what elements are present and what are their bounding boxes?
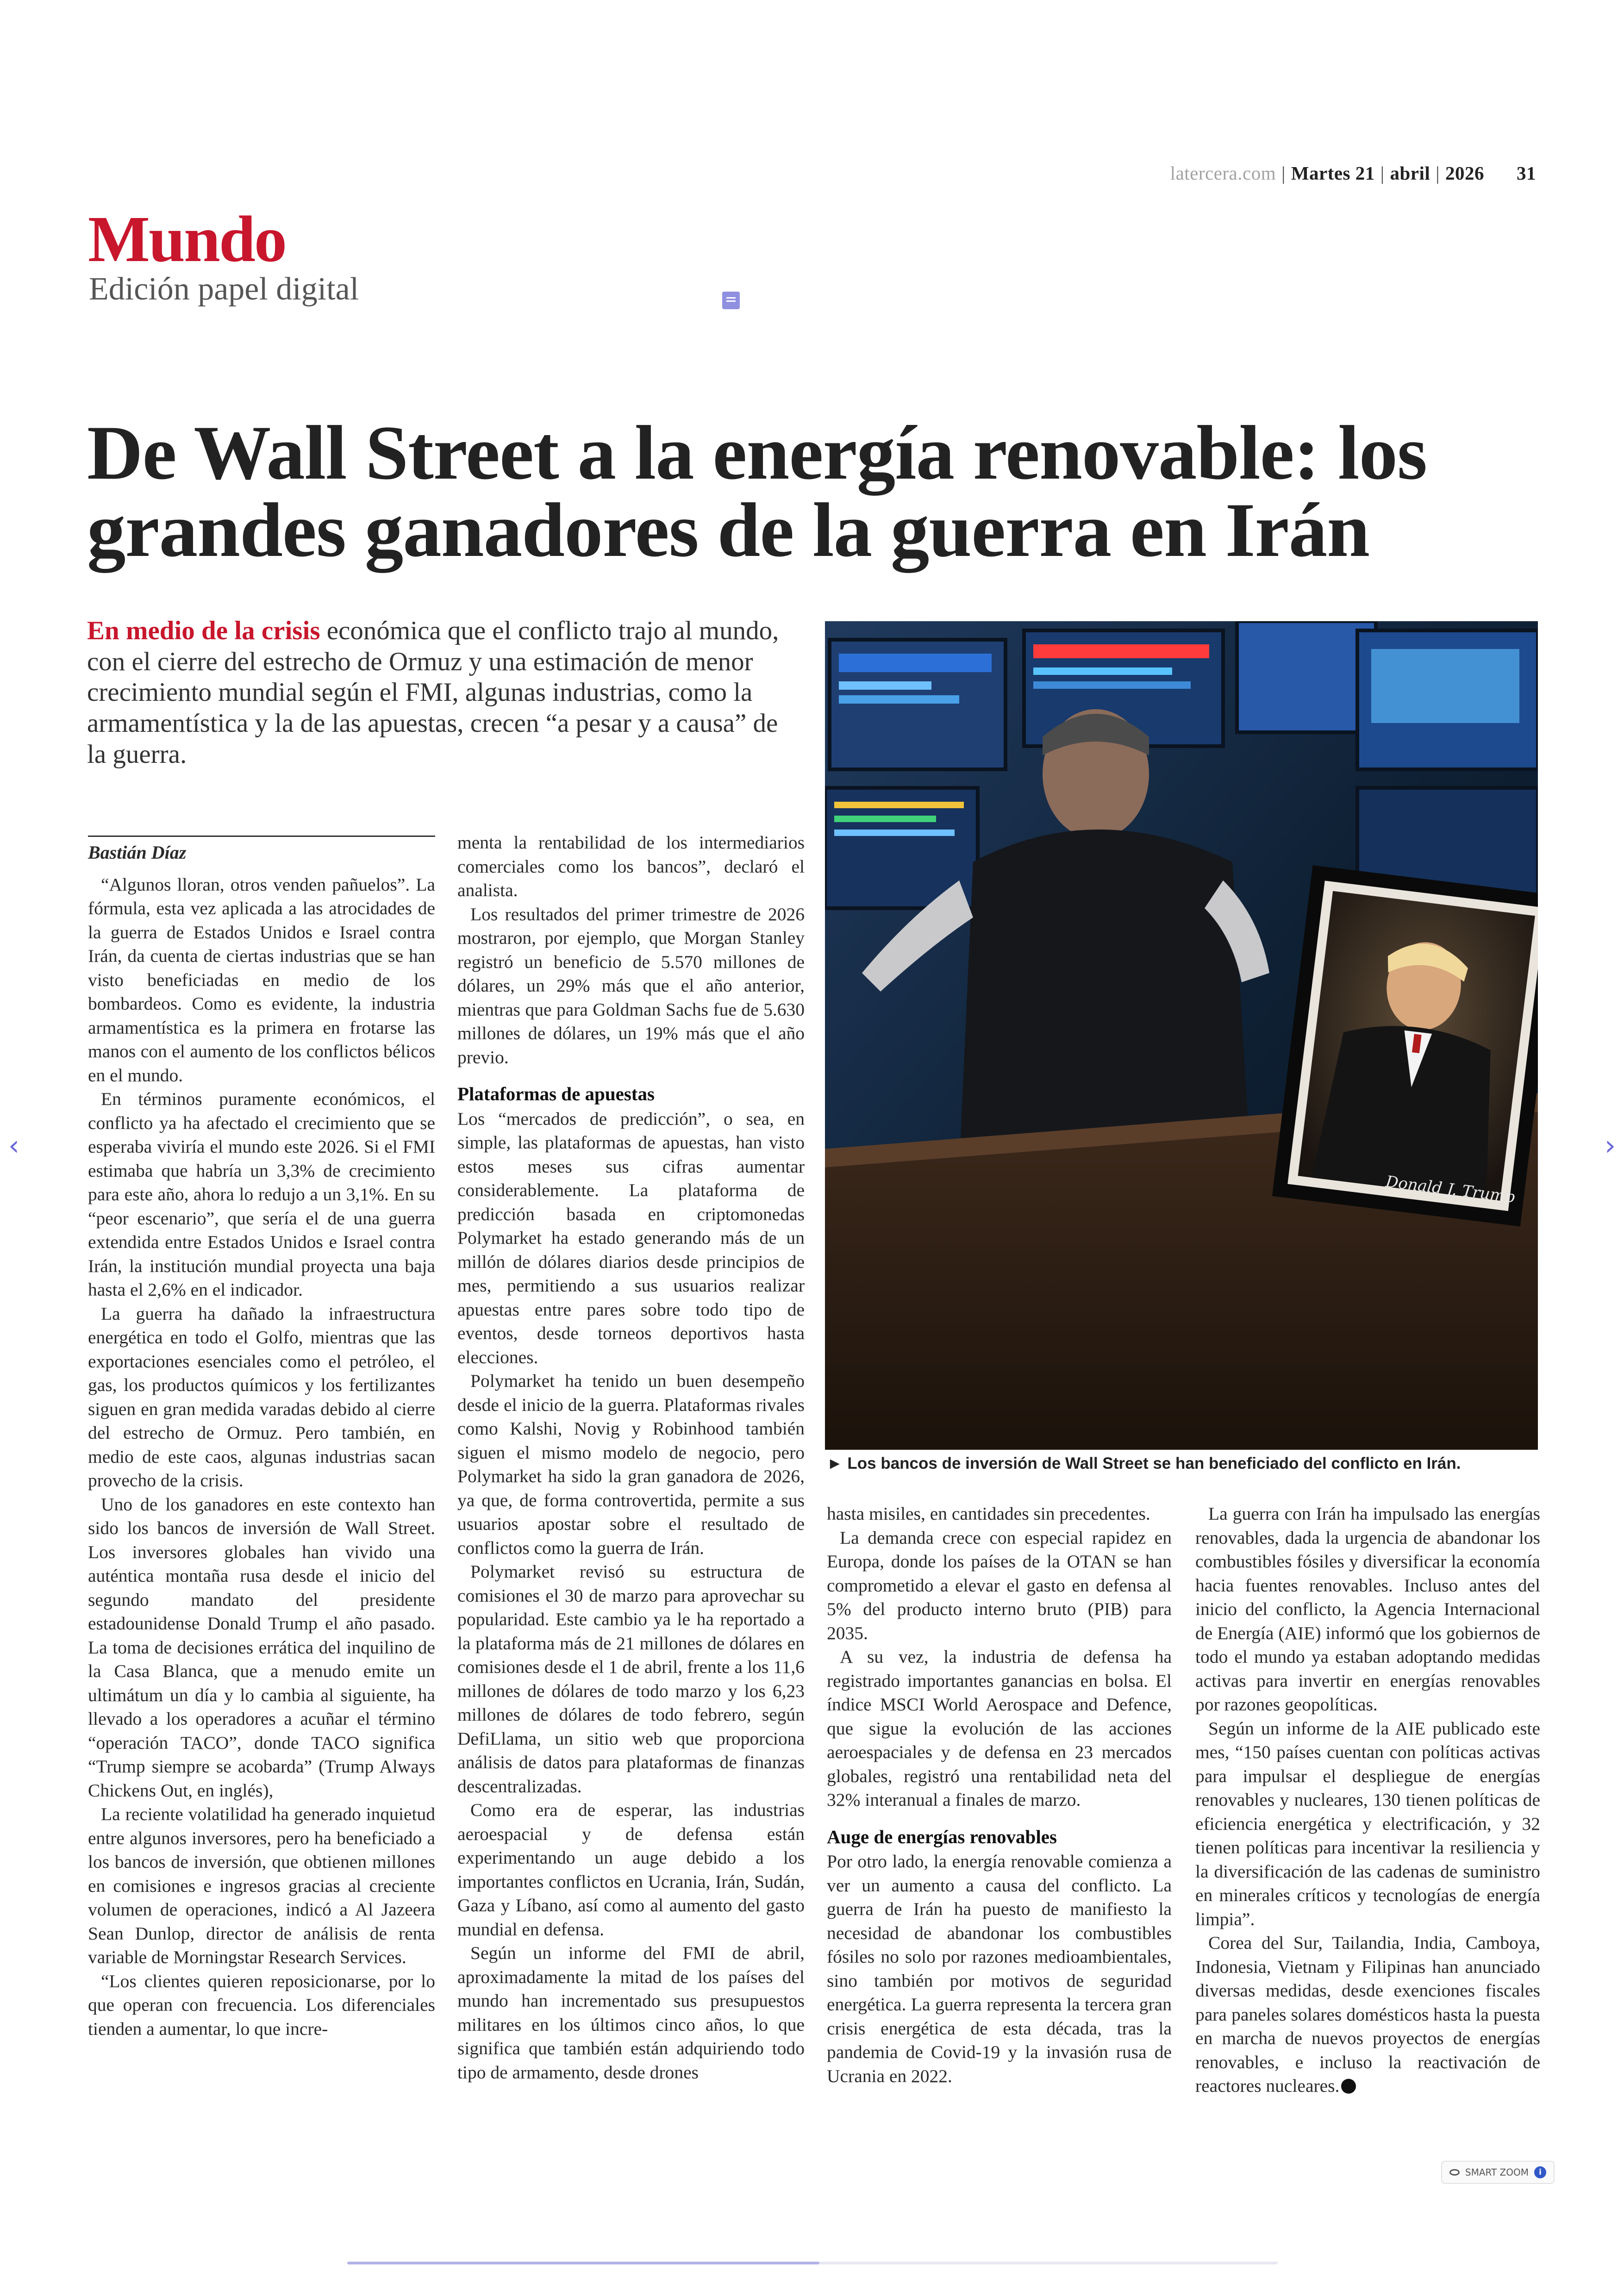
paragraph: “Los clientes quieren reposicionarse, por lo que operan con frecuencia. Los diferenciales tienden a aumentar, lo que incre- [88,1971,435,2039]
paragraph: La guerra con Irán ha impulsado las energías renovables, dada la urgencia de abandonar los combustibles fósiles y diversificar la economía hacia fuentes renovables. Incluso antes del inicio del conflicto, la Agencia Internacional de Energía (AIE) informó que los gobiernos de todo el mundo ya estaban adoptando medidas activas para invertir en energías renovables por razones geopolíticas. [1195,1503,1540,1715]
site-name: latercera.com [1170,162,1276,184]
smart-zoom-label: SMART ZOOM [1465,2167,1529,2178]
paragraph: Según un informe del FMI de abril, aproximadamente la mitad de los países del mundo han incrementado sus presupuestos militares en los últimos cinco años, lo que significa que también están adquiriendo todo tipo de armamento, desde drones [457,1943,805,2083]
article-column-2 [457,831,805,2084]
article-headline: De Wall Street a la energía renovable: los grandes ganadores de la guerra en Irán [87,410,1427,573]
smart-zoom-button[interactable] [1441,2161,1555,2184]
article-column-4 [1195,1502,1540,2098]
paragraph: “Algunos lloran, otros venden pañuelos”. La fórmula, esta vez aplicada a las atrocidades de la guerra de Estados Unidos e Israel contra Irán, da cuenta de ciertas industrias que se han visto beneficiadas en medio de los bombardeos. Como es evidente, la industria armamentística es la primera en frotarse las manos con el aumento de los conflictos bélicos en el mundo. [88,874,435,1085]
header-year: 2026 [1445,162,1484,184]
paragraph: A su vez, la industria de defensa ha registrado importantes ganancias en bolsa. El índice MSCI World Aerospace and Defence, que sigue la evolución de las acciones aeroespaciales y de defensa en 23 mercados globales, registró una rentabilidad neta del 32% interanual a finales de marzo. [827,1646,1172,1810]
paragraph: La demanda crece con especial rapidez en Europa, donde los países de la OTAN se han comprometido a elevar el gasto en defensa al 5% del producto interno bruto (PIB) para 2035. [827,1527,1172,1643]
section-title: Mundo [88,202,286,275]
paragraph: Por otro lado, la energía renovable comienza a ver un aumento a causa del conflicto. La guerra de Irán ha puesto de manifiesto la necesidad de abandonar los combustibles fósiles no solo por razones medioambientales, sino también por motivos de seguridad energética. La guerra representa la tercera gran crisis energética de esta década, tras la pandemia de Covid-19 y la invasión rusa de Ucrania en 2022. [827,1851,1172,2086]
article-column-1 [88,836,435,2041]
paragraph: La reciente volatilidad ha generado inquietud entre algunos inversores, pero ha beneficiado a los bancos de inversión, que obtienen millones en comisiones e ingresos gracias al creciente volumen de operaciones, indicó a Al Jazeera Sean Dunlop, director de análisis de renta variable de Morningstar Research Services. [88,1804,435,1967]
page-scroll-thumb[interactable] [347,2262,819,2264]
paragraph: Los “mercados de predicción”, o sea, en simple, las plataformas de apuestas, han visto estos meses sus cifras aumentar considerablemente. La plataforma de predicción basada en criptomonedas Polymarket ha estado generando más de un millón de dólares diarios desde principios de mes, permitiendo a sus usuarios realizar apuestas entre pares sobre todo tipo de eventos, desde torneos deportivos hasta elecciones. [457,1108,805,1367]
header-month: abril [1390,162,1430,184]
paragraph: La guerra ha dañado la infraestructura energética en todo el Golfo, mientras que las exportaciones esenciales como el petróleo, el gas, los productos químicos y los fertilizantes siguen en gran medida varadas debido al cierre del estrecho de Ormuz. Pero también, en medio de este caos, algunas industrias sacan provecho de la crisis. [88,1303,435,1491]
paragraph: menta la rentabilidad de los intermediarios comerciales como los bancos”, declaró el analista. [457,832,805,900]
paragraph: Polymarket ha tenido un buen desempeño desde el inicio de la guerra. Plataformas rivales como Kalshi, Novig y Robinhood también siguen el mismo modelo de negocio, pero Polymarket ha sido la gran ganadora de 2026, ya que, de forma controvertida, permite a sus usuarios apostar sobre el resultado de conflictos como la guerra de Irán. [457,1371,805,1558]
note-icon[interactable] [722,292,740,309]
page-number: 31 [1517,162,1536,184]
paragraph: En términos puramente económicos, el conflicto ya ha afectado el crecimiento que se esperaba viviría el mundo este 2026. Si el FMI estimaba que habría un 3,3% de crecimiento para este año, ahora lo redujo a un 3,1%. En su “peor escenario”, que sería el de una guerra extendida entre Estados Unidos e Israel contra Irán, la institución mundial proyecta una baja hasta el 2,6% en el indicador. [88,1089,435,1300]
article-column-3 [827,1502,1172,2088]
paragraph: Polymarket revisó su estructura de comisiones el 30 de marzo para aprovechar su popularidad. Este cambio ya le ha reportado a la plataforma más de 21 millones de dólares en comisiones desde el 1 de abril, frente a los 11,6 millones de dólares de todo marzo y los 6,23 millones de dólares de todo febrero, según DefiLlama, un sitio web que proporciona análisis de datos para plataformas de finanzas descentralizadas. [457,1561,805,1796]
lead-highlight: En medio de la crisis [87,616,320,645]
subheading-renewables: Auge de energías renovables [827,1826,1057,1847]
photo-caption: ► Los bancos de inversión de Wall Street se han beneficiado del conflicto en Irán. [827,1454,1461,1472]
article-photo [825,621,1538,1450]
previous-page-button[interactable]: ‹ [8,1129,19,1162]
article-lead [87,616,791,770]
paragraph: hasta misiles, en cantidades sin precedentes. [827,1503,1150,1524]
byline: Bastián Díaz [88,836,435,865]
page-header-info: latercera.com | Martes 21 | abril | 2026 31 [1170,162,1536,184]
eye-icon [1449,2169,1460,2176]
paragraph: Según un informe de la AIE publicado este mes, “150 países cuentan con políticas activas para impulsar el despliegue de energías renovables y nucleares, 130 tienen políticas de eficiencia energética y electrificación, y 32 tienen políticas para incentivar la resiliencia y la diversificación de las cadenas de suministro en minerales críticos y tecnologías de energía limpia”. [1195,1718,1540,1929]
frame-signature: Donald J. Trump [1385,1172,1516,1207]
paragraph: Uno de los ganadores en este contexto han sido los bancos de inversión de Wall Street. Los inversores globales han vivido una auténtica montaña rusa desde el inicio del segundo mandato del presidente estadounidense Donald Trump el año pasado. La toma de decisiones errática del inquilino de la Casa Blanca, que a menudo emite un ultimátum un día y lo cambia al siguiente, ha llevado a los operadores a acuñar el término “operación TACO”, donde TACO significa “Trump siempre se acobarda” (Trump Always Chickens Out, en inglés), [88,1494,435,1801]
subheading-betting-platforms: Plataformas de apuestas [457,1083,655,1104]
paragraph-text: Corea del Sur, Tailandia, India, Camboya, Indonesia, Vietnam y Filipinas han anunciado diversas medidas, desde exenciones fiscales para paneles solares domésticos hasta la puesta en marcha de nuevos proyectos de energías renovables, e incluso la reactivación de reactores nucleares. [1195,1933,1540,2096]
next-page-button[interactable]: › [1605,1129,1616,1162]
header-weekday: Martes 21 [1291,162,1375,184]
end-mark-icon [1341,2079,1356,2094]
paragraph: Como era de esperar, las industrias aeroespacial y de defensa están experimentando un auge debido a los importantes conflictos en Ucrania, Irán, Sudán, Gaza y Líbano, así como al aumento del gasto mundial en defensa. [457,1800,805,1940]
info-icon[interactable]: i [1534,2166,1546,2178]
paragraph-final [1195,1931,1540,2098]
paragraph: Los resultados del primer trimestre de 2026 mostraron, por ejemplo, que Morgan Stanley registró un beneficio de 5.570 millones de dólares, un 29% más que el año anterior, mientras que para Goldman Sachs fue de 5.630 millones de dólares, un 19% más que el año previo. [457,904,805,1067]
edition-subtitle: Edición papel digital [89,271,359,307]
trading-floor-illustration [825,621,1538,1450]
lead-text: económica que el conflicto trajo al mundo, con el cierre del estrecho de Ormuz y una estimación de menor crecimiento mundial según el FMI, algunas industrias, como la armamentística y la de las apuestas, crecen “a pesar y a causa” de la guerra. [87,616,779,769]
